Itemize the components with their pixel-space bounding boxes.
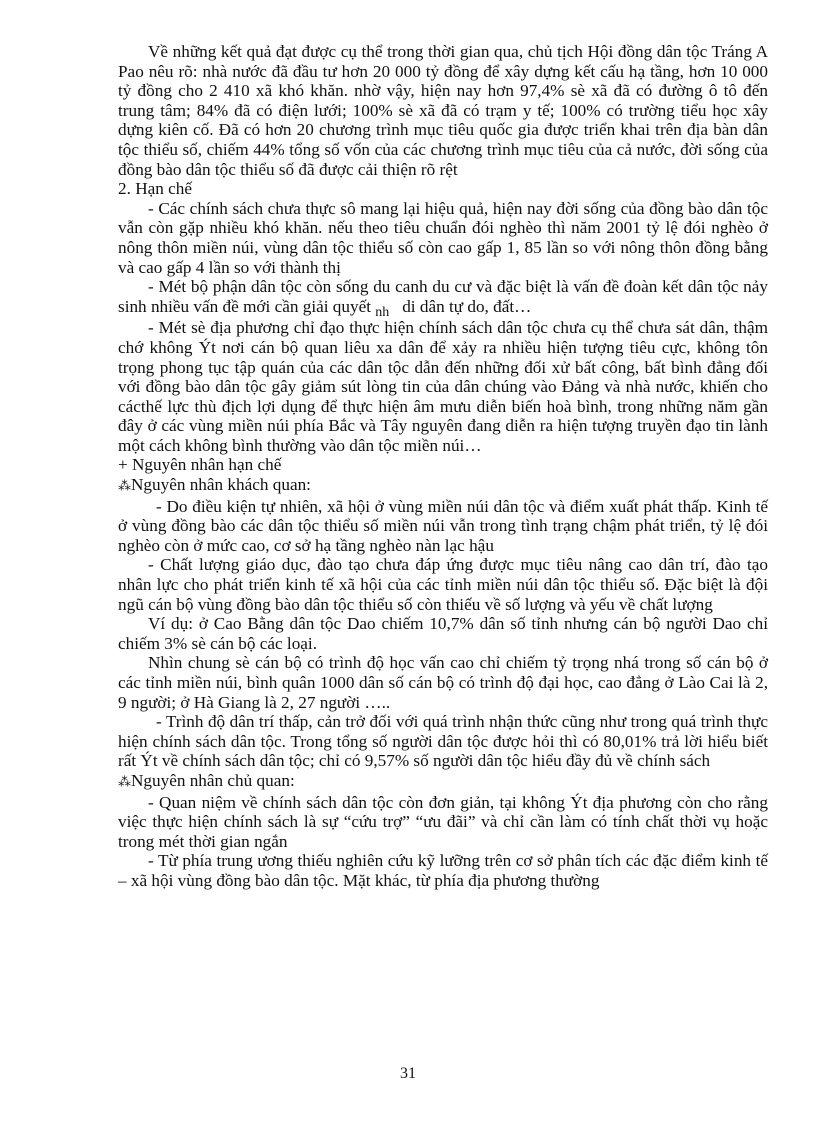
paragraph-migration-tail: di dân tự do, đất… — [402, 296, 532, 316]
paragraph-central: - Từ phía trung ương thiếu nghiên cứu kỹ lưỡng trên cơ sở phân tích các đặc điểm kinh tế – xã hội vùng đồng bào dân tộc. Mặt khác, từ phía địa phương thường — [118, 851, 768, 890]
asterism-icon: ⁂ — [118, 774, 131, 790]
heading-objective-text: Nguyên nhân khách quan: — [131, 475, 311, 495]
paragraph-concept: - Quan niệm về chính sách dân tộc còn đơn giản, tại không Ýt địa phương còn cho rằng việc thực hiện chính sách là sự “cứu trợ” “ưu đãi” và chỉ cần làm có tính chất thời vụ hoặc trong mét thời gian ngắn — [118, 792, 768, 851]
heading-subjective — [118, 771, 768, 793]
page-number: 31 — [400, 1065, 416, 1082]
heading-limitations: 2. Hạn chế — [118, 179, 192, 199]
paragraph-local: - Mét sè địa phương chỉ đạo thực hiện chính sách dân tộc chưa cụ thể chưa sát dân, thậm chớ không Ýt nơi cán bộ quan liêu xa dân để xảy ra nhiều hiện tượng tiêu cực, không tôn trọng phong tục tập quán của các dân tộc dẫn đến những đối xử bất công, bất bình đẳng đối với đồng bào dân tộc gây giảm sút lòng tin của dân chúng vào Đảng và nhà nước, khiến cho cácthế lực thù địch lợi dụng để thực hiện âm mưu diễn biến hoà bình, trong những năm gần đây ở các vùng miền núi phía Bắc và Tây nguyên đang diễn ra hiện tượng truyền đạo tin lành một cách không bình thường vào dân tộc miền núi… — [118, 318, 768, 455]
text-column — [118, 42, 768, 891]
paragraph-migration — [118, 277, 768, 318]
subscript-fragment: nh — [375, 304, 390, 320]
asterism-icon: ⁂ — [118, 479, 131, 495]
paragraph-education: - Chất lượng giáo dục, đào tạo chưa đáp ứng được mục tiêu nâng cao dân trí, đào tạo nhân lực cho phát triển kinh tế xã hội của các tỉnh miền núi dân tộc thiểu số. Đặc biệt là đội ngũ cán bộ vùng đồng bào dân tộc thiểu số còn thiếu về số lượng và yếu về chất lượng — [118, 555, 768, 614]
heading-objective — [118, 475, 768, 497]
paragraph-results: Về những kết quả đạt được cụ thể trong thời gian qua, chủ tịch Hội đồng dân tộc Tráng A Pao nêu rõ: nhà nước đã đầu tư hơn 20 000 tỷ đồng để xây dựng kết cấu hạ tầng, hơn 10 000 tỷ đồng cho 2 410 xã khó khăn. nhờ vậy, hiện nay hơn 97,4% sè xã đã có đường ô tô đến trung tâm; 84% đã có điện lưới; 100% sè xã đã có trạm y tế; 100% có trường tiểu học xây dựng kiên cố. Đã có hơn 20 chương trình mục tiêu quốc gia được triển khai trên địa bàn dân tộc thiểu số, chiếm 44% tổng số vốn của các chương trình mục tiêu của cả nước, đời sống của đồng bào dân tộc thiểu số đã được cải thiện rõ rệt — [118, 42, 768, 179]
paragraph-example: Ví dụ: ở Cao Bằng dân tộc Dao chiếm 10,7% dân số tỉnh nhưng cán bộ người Dao chỉ chiếm 3% sè cán bộ các loại. — [118, 614, 768, 653]
paragraph-overview: Nhìn chung sè cán bộ có trình độ học vấn cao chỉ chiếm tỷ trọng nhá trong số cán bộ ở các tỉnh miền núi, bình quân 1000 dân số cán bộ có trình độ đại học, cao đẳng ở Lào Cai là 2, 9 người; ở Hà Giang là 2, 27 người ….. — [118, 653, 768, 712]
heading-causes: + Nguyên nhân hạn chế — [118, 455, 282, 475]
paragraph-migration-text: - Mét bộ phận dân tộc còn sống du canh du cư và đặc biệt là vấn đề đoàn kết dân tộc nảy sinh nhiều vấn đề mới cần giải quyết — [118, 277, 768, 316]
paragraph-natural: - Do điều kiện tự nhiên, xã hội ở vùng miền núi dân tộc và điểm xuất phát thấp. Kinh tế ở vùng đồng bào các dân tộc thiểu số miền núi vẫn trong tình trạng chậm phát triển, tỷ lệ đói nghèo còn ở mức cao, cơ sở hạ tầng nghèo nàn lạc hậu — [118, 496, 768, 555]
paragraph-literacy: - Trình độ dân trí thấp, cản trở đối với quá trình nhận thức cũng như trong quá trình thực hiện chính sách dân tộc. Trong tổng số người dân tộc được hỏi thì có 80,01% trả lời hiểu biết rất Ýt về chính sách dân tộc; chỉ có 9,57% số người dân tộc hiểu đầy đủ về chính sách — [118, 712, 768, 771]
heading-subjective-text: Nguyên nhân chủ quan: — [131, 770, 295, 790]
paragraph-policy: - Các chính sách chưa thực sô mang lại hiệu quả, hiện nay đời sống của đồng bào dân tộc vẫn còn gặp nhiều khó khăn. nếu theo tiêu chuẩn đói nghèo thì năm 2001 tỷ lệ đói nghèo ở nông thôn miền núi, vùng dân tộc thiểu số còn cao gấp 1, 85 lần so với nông thôn đồng bằng và cao gấp 4 lần so với thành thị — [118, 198, 768, 277]
